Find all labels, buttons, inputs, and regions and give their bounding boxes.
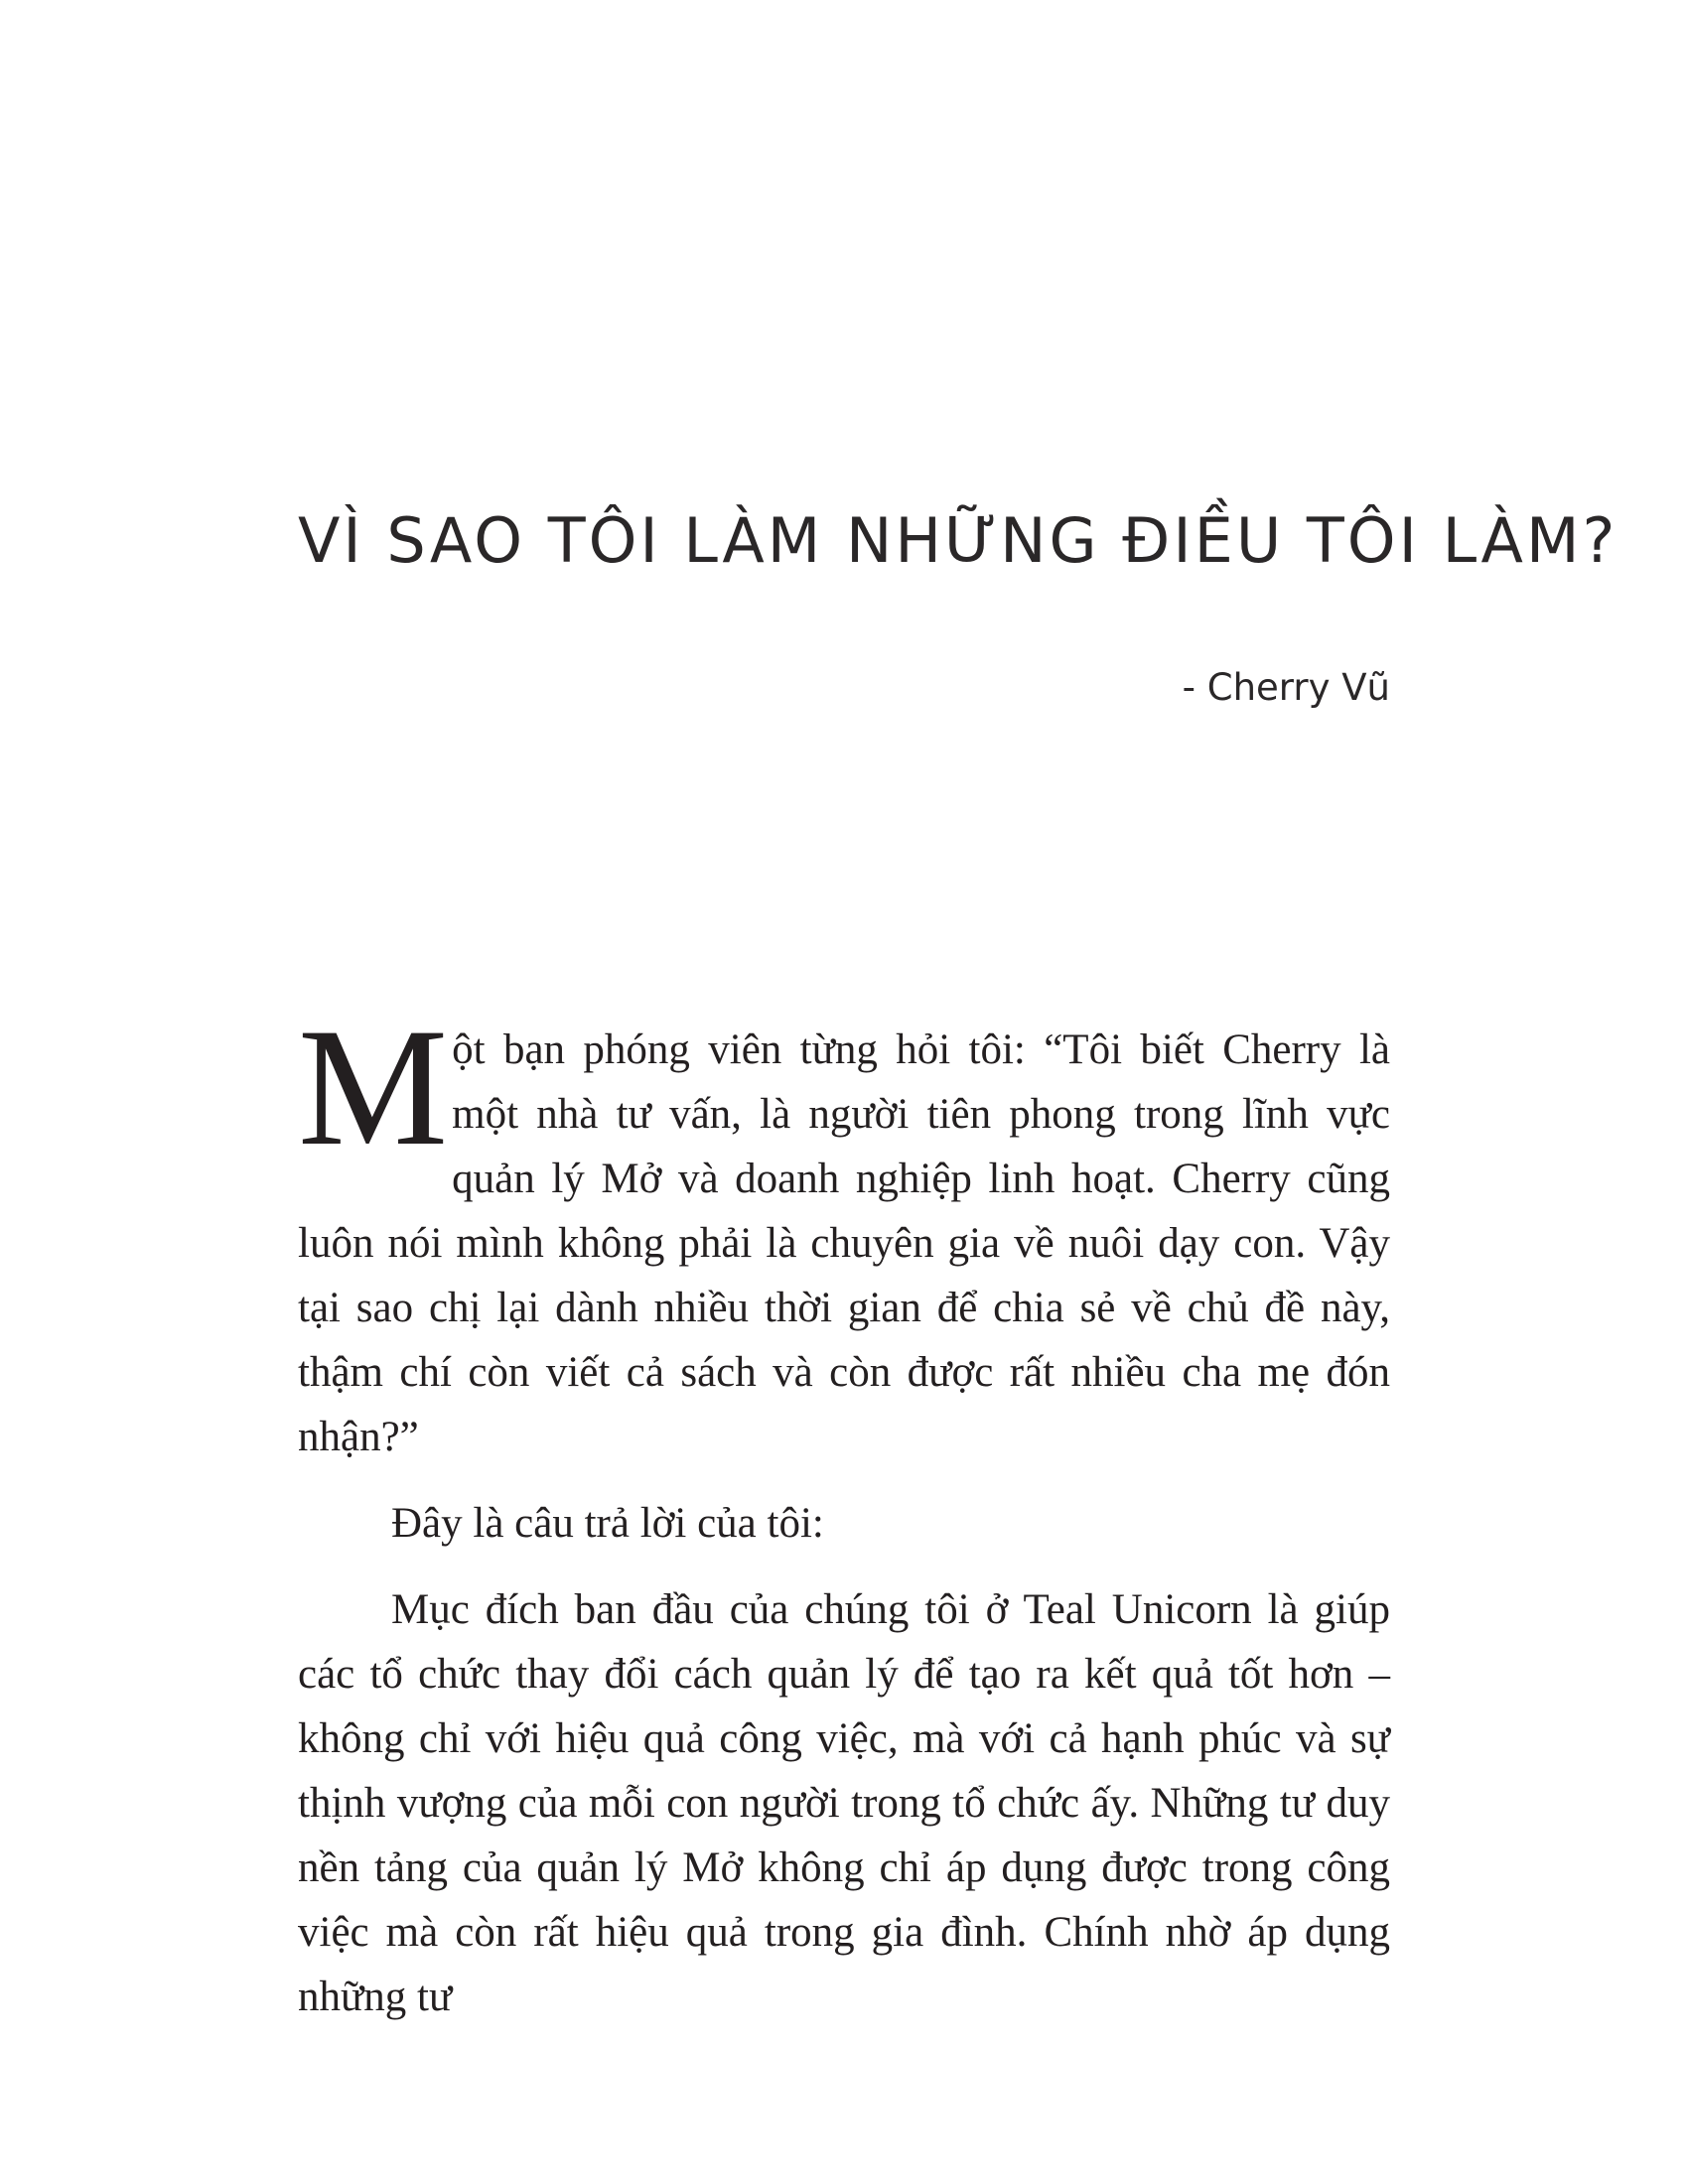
body-text <box>298 994 1390 2051</box>
drop-cap: M <box>298 994 449 1180</box>
chapter-title: VÌ SAO TÔI LÀM NHỮNG ĐIỀU TÔI LÀM? <box>298 504 1618 577</box>
paragraph-1-text: ột bạn phóng viên từng hỏi tôi: “Tôi biết Cherry là một nhà tư vấn, là người tiên phong trong lĩnh vực quản lý Mở và doanh nghiệp linh hoạt. Cherry cũng luôn nói mình không phải là chuyên gia về nuôi dạy con. Vậy tại sao chị lại dành nhiều thời gian để chia sẻ về chủ đề này, thậm chí còn viết cả sách và còn được rất nhiều cha mẹ đón nhận?” <box>298 1026 1390 1460</box>
paragraph-2: Đây là câu trả lời của tôi: <box>391 1500 824 1547</box>
paragraph-1 <box>298 994 1390 1469</box>
paragraph-3: Mục đích ban đầu của chúng tôi ở Teal Unicorn là giúp các tổ chức thay đổi cách quản lý để tạo ra kết quả tốt hơn – không chỉ với hiệu quả công việc, mà với cả hạnh phúc và sự thịnh vượng của mỗi con người trong tổ chức ấy. Những tư duy nền tảng của quản lý Mở không chỉ áp dụng được trong công việc mà còn rất hiệu quả trong gia đình. Chính nhờ áp dụng những tư <box>298 1586 1390 2020</box>
chapter-author: - Cherry Vũ <box>1182 666 1390 709</box>
